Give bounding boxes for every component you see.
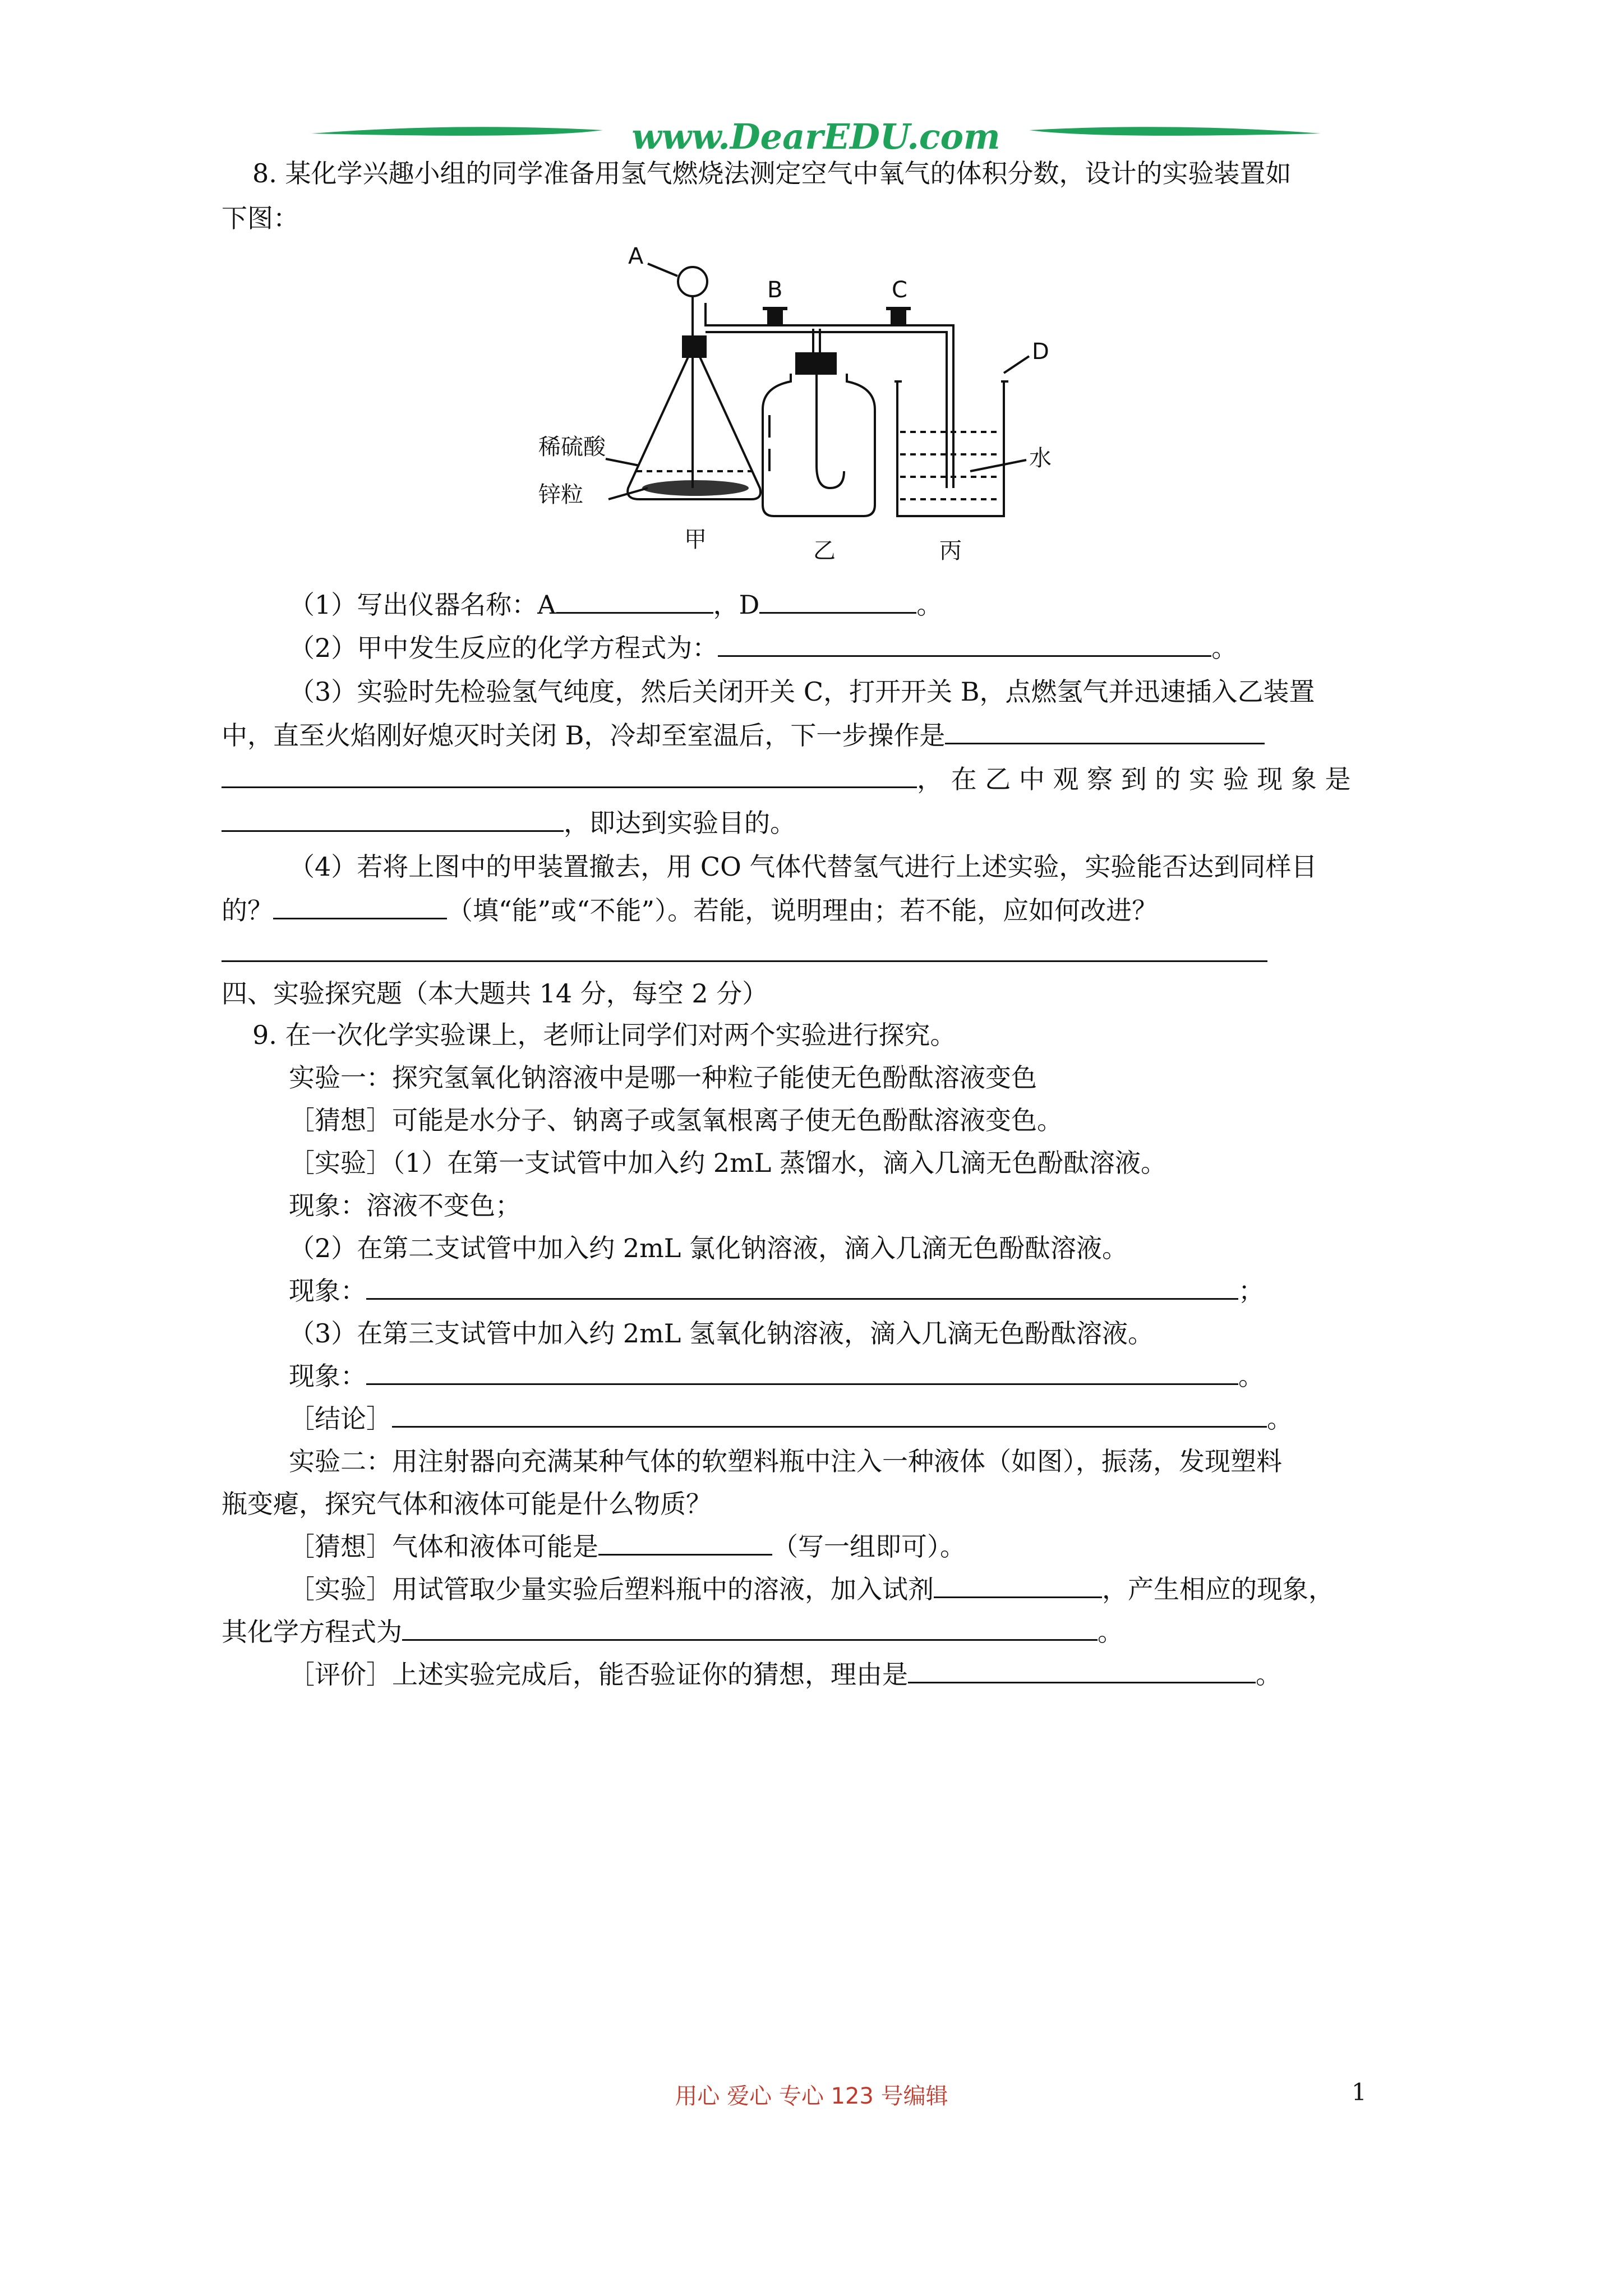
answer-blank-reagent[interactable]: [934, 1574, 1102, 1598]
q8-part4-line2: [222, 892, 1158, 929]
connecting-tubes: [706, 309, 953, 488]
bottle-yi: [763, 353, 875, 516]
q9-test2-text-b: 。: [1098, 1617, 1123, 1647]
answer-blank-evaluation[interactable]: [908, 1659, 1256, 1683]
answer-blank-conclusion[interactable]: [392, 1404, 1267, 1428]
q9-exp1: 实验一：探究氢氧化钠溶液中是哪一种粒子能使无色酚酞溶液变色: [289, 1062, 1037, 1093]
q8-p3-text-4: ，即达到实验目的。: [564, 808, 796, 838]
q8-part3-line4: [222, 804, 796, 841]
q9-test-text-b: ，产生相应的现象，: [1102, 1574, 1334, 1604]
answer-blank-phenomenon[interactable]: [222, 808, 564, 832]
q8-part3-line2: [222, 717, 1265, 754]
q8-line2: 下图：: [222, 203, 299, 233]
label-yi: 乙: [813, 538, 836, 564]
logo-text: www.DearEDU.com: [631, 116, 1000, 157]
label-B: B: [767, 277, 783, 303]
answer-blank-d[interactable]: [759, 590, 916, 614]
q9-phen3: [289, 1358, 1264, 1395]
q9-phen2: [289, 1272, 1264, 1309]
q8-p2-text-b: 。: [1211, 633, 1238, 663]
answer-blank-next-step[interactable]: [945, 720, 1265, 744]
q9-exp2-line2: 瓶变瘪，探究气体和液体可能是什么物质？: [222, 1489, 712, 1519]
answer-blank-yes-no[interactable]: [273, 895, 447, 919]
q9-test2-text-a: 其化学方程式为: [222, 1617, 402, 1647]
section4-title: 四、实验探究题（本大题共 14 分，每空 2 分）: [222, 978, 768, 1009]
q8-p4-text-a: 的？: [222, 895, 273, 926]
answer-blank-phen3[interactable]: [366, 1361, 1238, 1385]
answer-blank-test-equation[interactable]: [402, 1617, 1098, 1641]
label-bing: 丙: [939, 538, 962, 564]
q9-intro: 9. 在一次化学实验课上，老师让同学们对两个实验进行探究。: [252, 1020, 956, 1050]
label-dilute-sulfuric-acid: 稀硫酸: [538, 434, 606, 460]
beaker-bing: [895, 356, 1029, 516]
page-number: 1: [1352, 2078, 1367, 2106]
q8-p4-text-b: （填“能”或“不能”）。若能，说明理由；若不能，应如何改进？: [447, 895, 1158, 926]
q8-line1: 8. 某化学兴趣小组的同学准备用氢气燃烧法测定空气中氧气的体积分数，设计的实验装置如: [252, 158, 1292, 188]
label-D: D: [1032, 339, 1049, 365]
label-jia: 甲: [684, 527, 707, 553]
q9-phen1: 现象：溶液不变色；: [289, 1190, 521, 1221]
q9-phen3-end: 。: [1238, 1361, 1264, 1391]
logo-left-swoosh: [311, 127, 603, 136]
q9-guess2-text-a: ［猜想］气体和液体可能是: [289, 1531, 598, 1562]
flask-jia: [628, 267, 760, 499]
answer-blank-next-step-cont[interactable]: [222, 764, 917, 788]
q9-test-equation: [222, 1613, 1123, 1650]
answer-blank-improvement[interactable]: [222, 960, 1267, 962]
q9-phen3-label: 现象：: [289, 1361, 366, 1391]
label-A: A: [628, 243, 644, 269]
answer-blank-equation[interactable]: [718, 633, 1211, 657]
q9-exp2-line1: 实验二：用注射器向充满某种气体的软塑料瓶中注入一种液体（如图），振荡，发现塑料: [289, 1446, 1282, 1476]
label-C: C: [892, 277, 907, 303]
q8-part3-line3: [222, 761, 1350, 798]
answer-blank-a[interactable]: [556, 590, 713, 614]
q8-part4-line1: （4）若将上图中的甲装置撤去，用 CO 气体代替氢气进行上述实验，实验能否达到同样目: [289, 852, 1317, 882]
q9-test: [289, 1571, 1334, 1608]
answer-blank-phen2[interactable]: [366, 1276, 1238, 1300]
q9-step1: ［实验］（1）在第一支试管中加入约 2mL 蒸馏水，滴入几滴无色酚酞溶液。: [289, 1148, 1166, 1178]
q9-conclusion: [289, 1400, 1293, 1437]
q8-p1-text-a: （1）写出仪器名称：A: [289, 590, 556, 620]
answer-blank-gas-liquid[interactable]: [598, 1531, 772, 1556]
q8-part2: [289, 629, 1237, 666]
page-footer: 用心 爱心 专心 123 号编辑: [675, 2083, 948, 2109]
q8-p3-text-2: 中，直至火焰刚好熄灭时关闭 B，冷却至室温后，下一步操作是: [222, 720, 946, 751]
q8-part1: [289, 586, 942, 623]
q9-guess2: [289, 1528, 966, 1565]
q9-phen2-label: 现象：: [289, 1276, 366, 1306]
q9-conclusion-end: 。: [1267, 1404, 1293, 1434]
q8-part3-line1: （3）实验时先检验氢气纯度，然后关闭开关 C，打开开关 B，点燃氢气并迅速插入乙装置: [289, 677, 1315, 707]
logo-right-swoosh: [1029, 127, 1321, 136]
q9-test-text-a: ［实验］用试管取少量实验后塑料瓶中的溶液，加入试剂: [289, 1574, 934, 1604]
a-pointer: [648, 264, 677, 276]
q8-p1-text-b: ，D: [713, 590, 760, 620]
q9-evaluation: [289, 1656, 1281, 1693]
q8-p1-text-c: 。: [916, 590, 943, 620]
apparatus-diagram: [527, 241, 1122, 572]
q9-eval-text-a: ［评价］上述实验完成后，能否验证你的猜想，理由是: [289, 1659, 908, 1690]
q9-conclusion-label: ［结论］: [289, 1404, 392, 1434]
apparatus-figure: [527, 241, 1122, 572]
q8-p3-text-3: ， 在 乙 中 观 察 到 的 实 验 现 象 是: [917, 764, 1351, 794]
label-zinc-granules: 锌粒: [538, 482, 583, 508]
q8-p2-text-a: （2）甲中发生反应的化学方程式为：: [289, 633, 718, 663]
q9-guess2-text-b: （写一组即可）。: [772, 1531, 966, 1562]
q9-eval-text-b: 。: [1256, 1659, 1281, 1690]
q9-guess1: ［猜想］可能是水分子、钠离子或氢氧根离子使无色酚酞溶液变色。: [289, 1105, 1063, 1135]
q9-step2: （2）在第二支试管中加入约 2mL 氯化钠溶液，滴入几滴无色酚酞溶液。: [289, 1233, 1128, 1263]
label-water: 水: [1029, 445, 1052, 471]
q9-step3: （3）在第三支试管中加入约 2mL 氢氧化钠溶液，滴入几滴无色酚酞溶液。: [289, 1318, 1154, 1349]
acid-pointer: [606, 459, 639, 466]
q9-phen2-end: ；: [1238, 1276, 1264, 1306]
